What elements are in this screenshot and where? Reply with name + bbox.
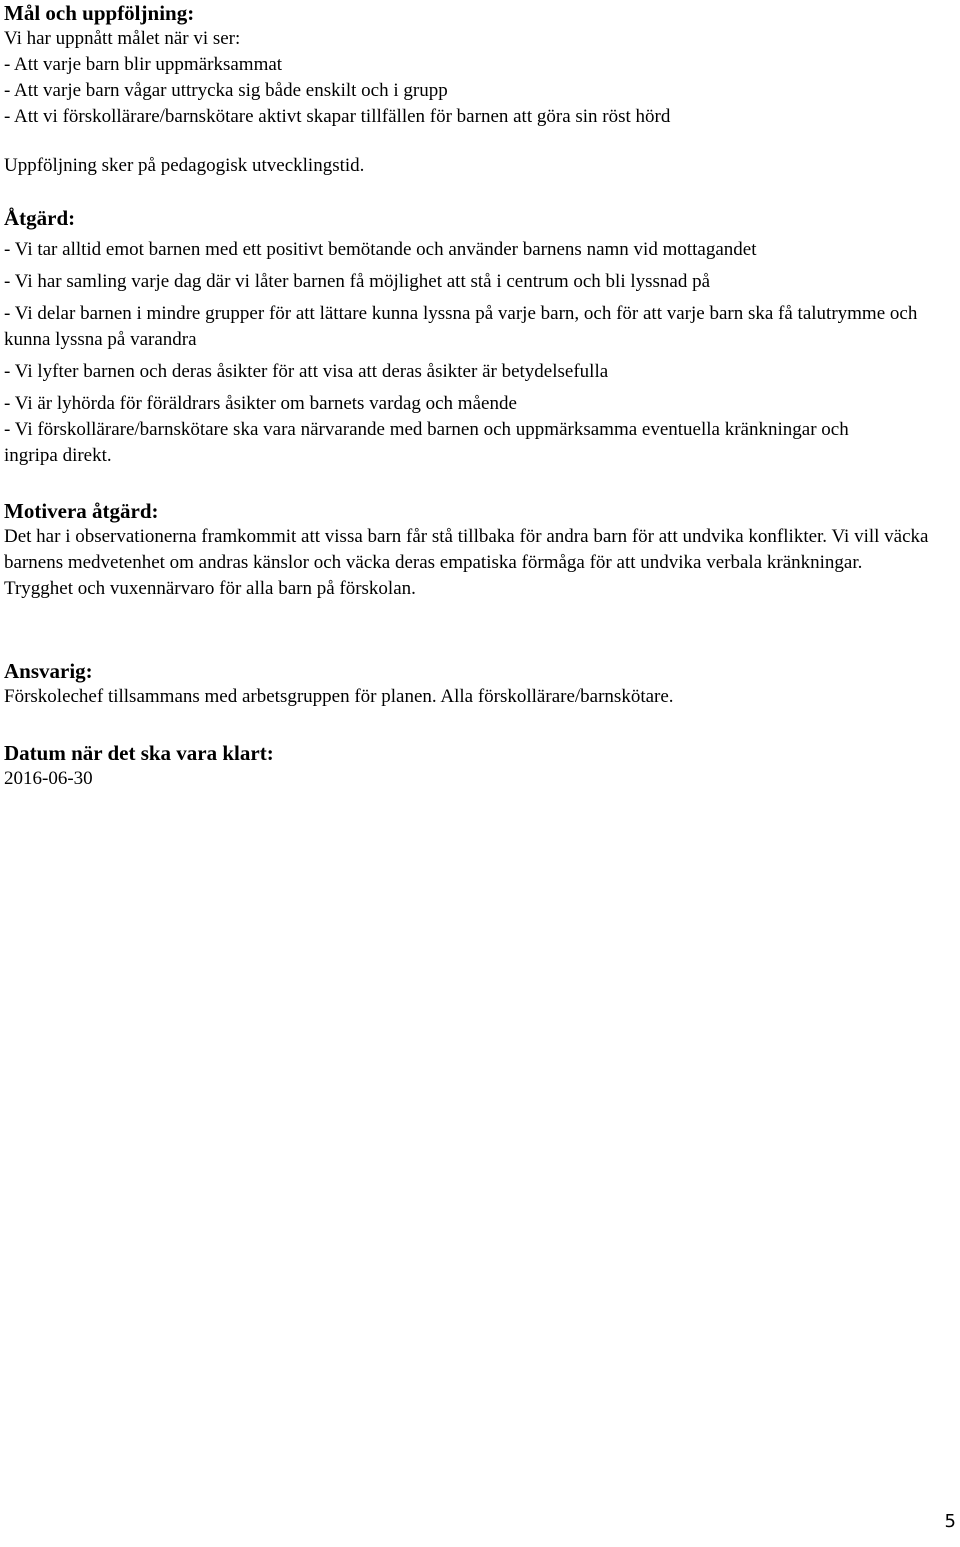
motivation-text-2: Trygghet och vuxennärvaro för alla barn på förskolan. [4, 578, 416, 599]
deadline-heading: Datum när det ska vara klart: [4, 741, 274, 765]
action-item: - Vi tar alltid emot barnen med ett positivt bemötande och använder barnens namn vid mottagandet [4, 239, 757, 260]
action-item: - Vi delar barnen i mindre grupper för att lättare kunna lyssna på varje barn, och för att varje barn ska få talutrymme och kunna lyssna på varandra [4, 303, 918, 350]
motivation-section [4, 498, 954, 602]
page-number: 5 [944, 1511, 956, 1532]
goals-item: - Att varje barn vågar uttrycka sig både enskilt och i grupp [4, 80, 448, 101]
goals-heading: Mål och uppföljning: [4, 1, 195, 25]
action-item: - Vi har samling varje dag där vi låter barnen få möjlighet att stå i centrum och bli lyssnad på [4, 271, 711, 292]
action-heading: Åtgärd: [4, 206, 76, 230]
deadline-date: 2016-06-30 [4, 768, 93, 789]
action-item: - Vi är lyhörda för föräldrars åsikter om barnets vardag och mående [4, 393, 517, 414]
action-item: - Vi lyfter barnen och deras åsikter för att visa att deras åsikter är betydelsefulla [4, 361, 609, 382]
goals-intro: Vi har uppnått målet när vi ser: [4, 28, 241, 49]
motivation-heading: Motivera åtgärd: [4, 499, 159, 523]
action-section [4, 205, 954, 469]
goals-section [4, 0, 954, 130]
deadline-section [4, 740, 954, 792]
goals-item: - Att varje barn blir uppmärksammat [4, 54, 283, 75]
action-item: - Vi förskollärare/barnskötare ska vara närvarande med barnen och uppmärksamma eventuella kränkningar och ingripa direkt. [4, 419, 849, 466]
responsible-heading: Ansvarig: [4, 659, 93, 683]
goals-followup: Uppföljning sker på pedagogisk utvecklingstid. [4, 155, 365, 176]
motivation-text: Det har i observationerna framkommit att vissa barn får stå tillbaka för andra barn för att undvika konflikter. Vi vill väcka barnens medvetenhet om andras känslor och väcka deras empatiska förmåga för att undvika verbala kränkningar. [4, 526, 929, 573]
goals-item: - Att vi förskollärare/barnskötare aktivt skapar tillfällen för barnen att göra sin röst hörd [4, 106, 671, 127]
followup-section [4, 153, 954, 179]
responsible-section [4, 658, 954, 710]
responsible-text: Förskolechef tillsammans med arbetsgruppen för planen. Alla förskollärare/barnskötare. [4, 686, 674, 707]
